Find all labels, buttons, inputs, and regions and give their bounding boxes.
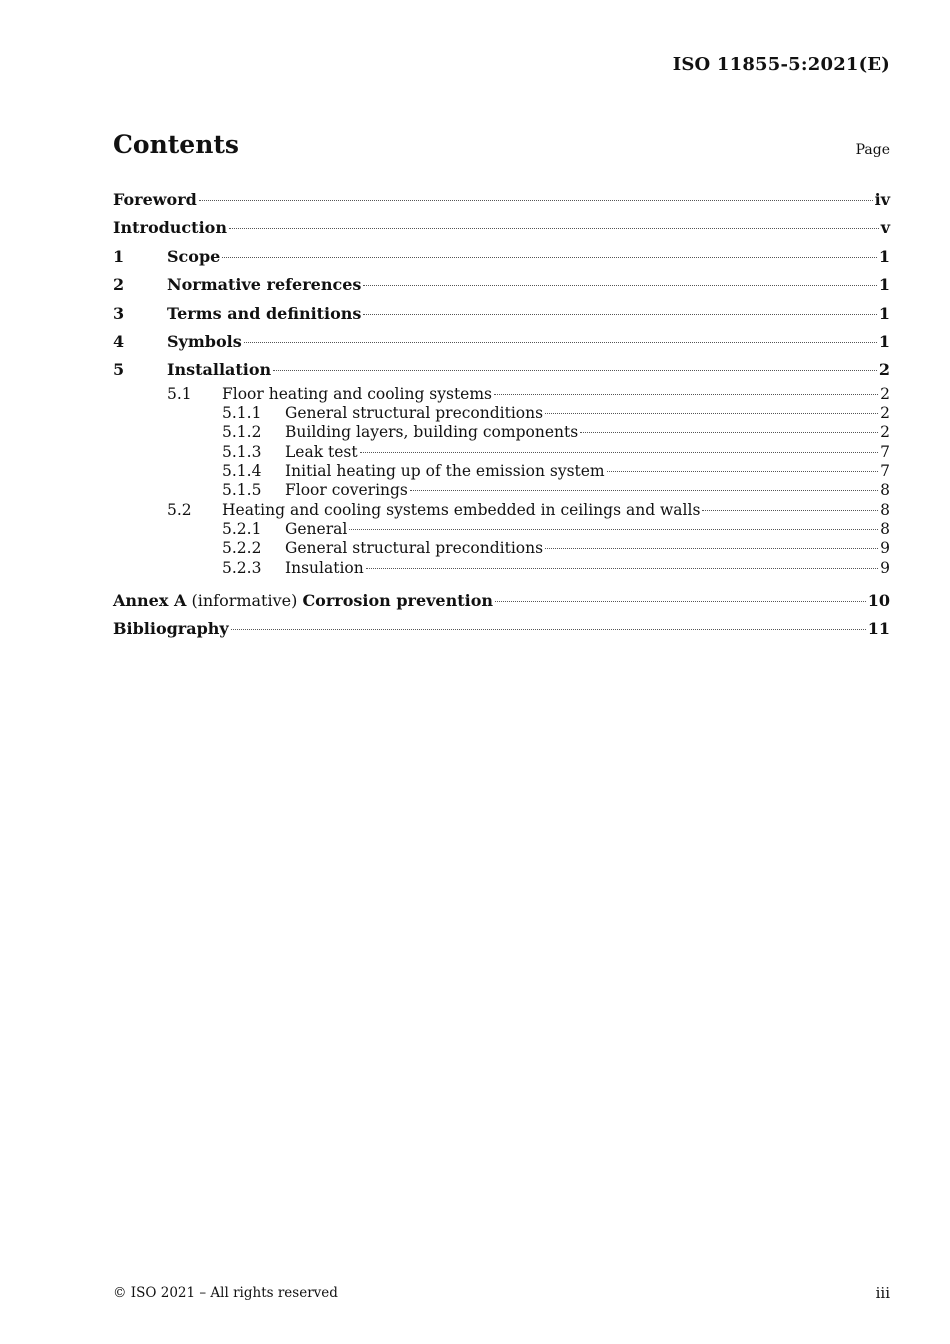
toc-entry-5-1-4[interactable] [113, 462, 890, 481]
toc-entry-number: 5.2.3 [222, 558, 262, 577]
toc-entry-2[interactable] [113, 271, 890, 299]
dot-leader [580, 432, 878, 433]
toc-entry-page: 1 [878, 246, 890, 266]
toc-entry-number: 5.2.2 [222, 539, 262, 558]
annex-title: Corrosion prevention [302, 590, 494, 610]
toc-entry-number: 5.1.3 [222, 442, 262, 461]
toc-entry-number: 5.1.4 [222, 462, 262, 481]
toc-entry-page: 2 [880, 404, 890, 423]
page-column-label: Page [855, 142, 890, 158]
dot-leader [349, 529, 878, 530]
toc-entry-5-1-3[interactable] [113, 443, 890, 462]
dot-leader [199, 200, 873, 201]
document-id: ISO 11855-5:2021(E) [672, 54, 890, 75]
toc-entry-5-1-1[interactable] [113, 404, 890, 423]
dot-leader [410, 490, 878, 491]
toc-entry-4[interactable] [113, 328, 890, 356]
toc-entry-label: Introduction [113, 218, 227, 238]
toc-entry-page: 1 [878, 275, 890, 295]
toc-entry-number: 5.1 [167, 384, 192, 403]
toc-entry-foreword[interactable] [113, 186, 890, 214]
toc-entry-page: 1 [878, 332, 890, 352]
toc-entry-label [113, 587, 493, 615]
dot-leader [495, 601, 866, 602]
dot-leader [366, 568, 878, 569]
toc-entry-number: 5.2.1 [222, 519, 262, 538]
toc-entry-5-1[interactable] [113, 385, 890, 404]
toc-entry-5-1-2[interactable] [113, 423, 890, 442]
toc-entry-label: Heating and cooling systems embedded in ceilings and walls [222, 500, 701, 519]
toc-entry-page: 7 [880, 462, 890, 481]
toc-entry-page: v [880, 218, 890, 238]
toc-entry-page: 7 [880, 442, 890, 461]
toc-entry-label: Terms and definitions [167, 303, 362, 323]
toc-entry-3[interactable] [113, 300, 890, 328]
toc-entry-page: iv [874, 190, 890, 209]
dot-leader [545, 548, 878, 549]
toc-entry-label: Scope [167, 246, 221, 266]
dot-leader [494, 394, 878, 395]
page-number: iii [875, 1284, 890, 1302]
dot-leader [702, 510, 878, 511]
toc-entry-number: 5 [113, 360, 125, 380]
toc-entry-label: General structural preconditions [285, 404, 544, 423]
dot-leader [545, 413, 878, 414]
dot-leader [273, 370, 877, 371]
toc-entry-page: 8 [880, 481, 890, 500]
toc-entry-5-1-5[interactable] [113, 481, 890, 500]
toc-entry-1[interactable] [113, 243, 890, 271]
toc-entry-annex-a[interactable] [113, 587, 890, 615]
dot-leader [360, 452, 879, 453]
annex-prefix: Annex A [113, 590, 187, 610]
toc-entry-label: Symbols [167, 332, 242, 352]
dot-leader [363, 285, 876, 286]
toc-entry-label: Foreword [113, 190, 197, 209]
dot-leader [607, 471, 878, 472]
dot-leader [363, 314, 876, 315]
toc-entry-label: General structural preconditions [285, 539, 544, 558]
toc-entry-page: 2 [878, 360, 890, 380]
toc-entry-5-2-2[interactable] [113, 539, 890, 558]
dot-leader [229, 228, 879, 229]
toc-entry-label: Floor coverings [285, 481, 408, 500]
toc-entry-number: 5.2 [167, 500, 192, 519]
toc-entry-introduction[interactable] [113, 214, 890, 242]
dot-leader [231, 629, 866, 630]
toc-entry-page: 1 [878, 303, 890, 323]
toc-entry-label: Installation [167, 360, 272, 380]
toc-entry-5-2-1[interactable] [113, 520, 890, 539]
toc-entry-page: 2 [880, 384, 890, 403]
toc-entry-number: 4 [113, 332, 125, 352]
copyright-notice: © ISO 2021 – All rights reserved [113, 1285, 338, 1301]
toc-entry-page: 10 [867, 590, 890, 610]
toc-entry-label: Floor heating and cooling systems [222, 384, 493, 403]
toc-entry-page: 2 [880, 423, 890, 442]
toc-entry-number: 5.1.2 [222, 423, 262, 442]
annex-note: (informative) [186, 590, 303, 610]
toc-entry-label: Bibliography [113, 619, 229, 639]
toc-entry-5-2[interactable] [113, 501, 890, 520]
toc-entry-bibliography[interactable] [113, 615, 890, 643]
toc-entry-page: 11 [867, 619, 890, 639]
toc-entry-label: Insulation [285, 558, 364, 577]
toc-entry-label: Leak test [285, 442, 358, 461]
toc-entry-page: 9 [880, 539, 890, 558]
toc-entry-number: 5.1.5 [222, 481, 262, 500]
toc-entry-label: Initial heating up of the emission system [285, 462, 605, 481]
toc-entry-page: 9 [880, 558, 890, 577]
toc-entry-number: 3 [113, 303, 125, 323]
toc-entry-label: Normative references [167, 275, 362, 295]
table-of-contents [113, 186, 890, 644]
toc-entry-label: General [285, 519, 348, 538]
toc-entry-number: 1 [113, 246, 125, 266]
toc-entry-page: 8 [880, 500, 890, 519]
toc-entry-5[interactable] [113, 356, 890, 384]
toc-entry-label: Building layers, building components [285, 423, 579, 442]
toc-entry-5-2-3[interactable] [113, 559, 890, 578]
toc-entry-number: 2 [113, 275, 125, 295]
toc-entry-page: 8 [880, 519, 890, 538]
dot-leader [222, 257, 877, 258]
toc-entry-number: 5.1.1 [222, 404, 262, 423]
dot-leader [244, 342, 877, 343]
contents-title: Contents [113, 130, 240, 159]
